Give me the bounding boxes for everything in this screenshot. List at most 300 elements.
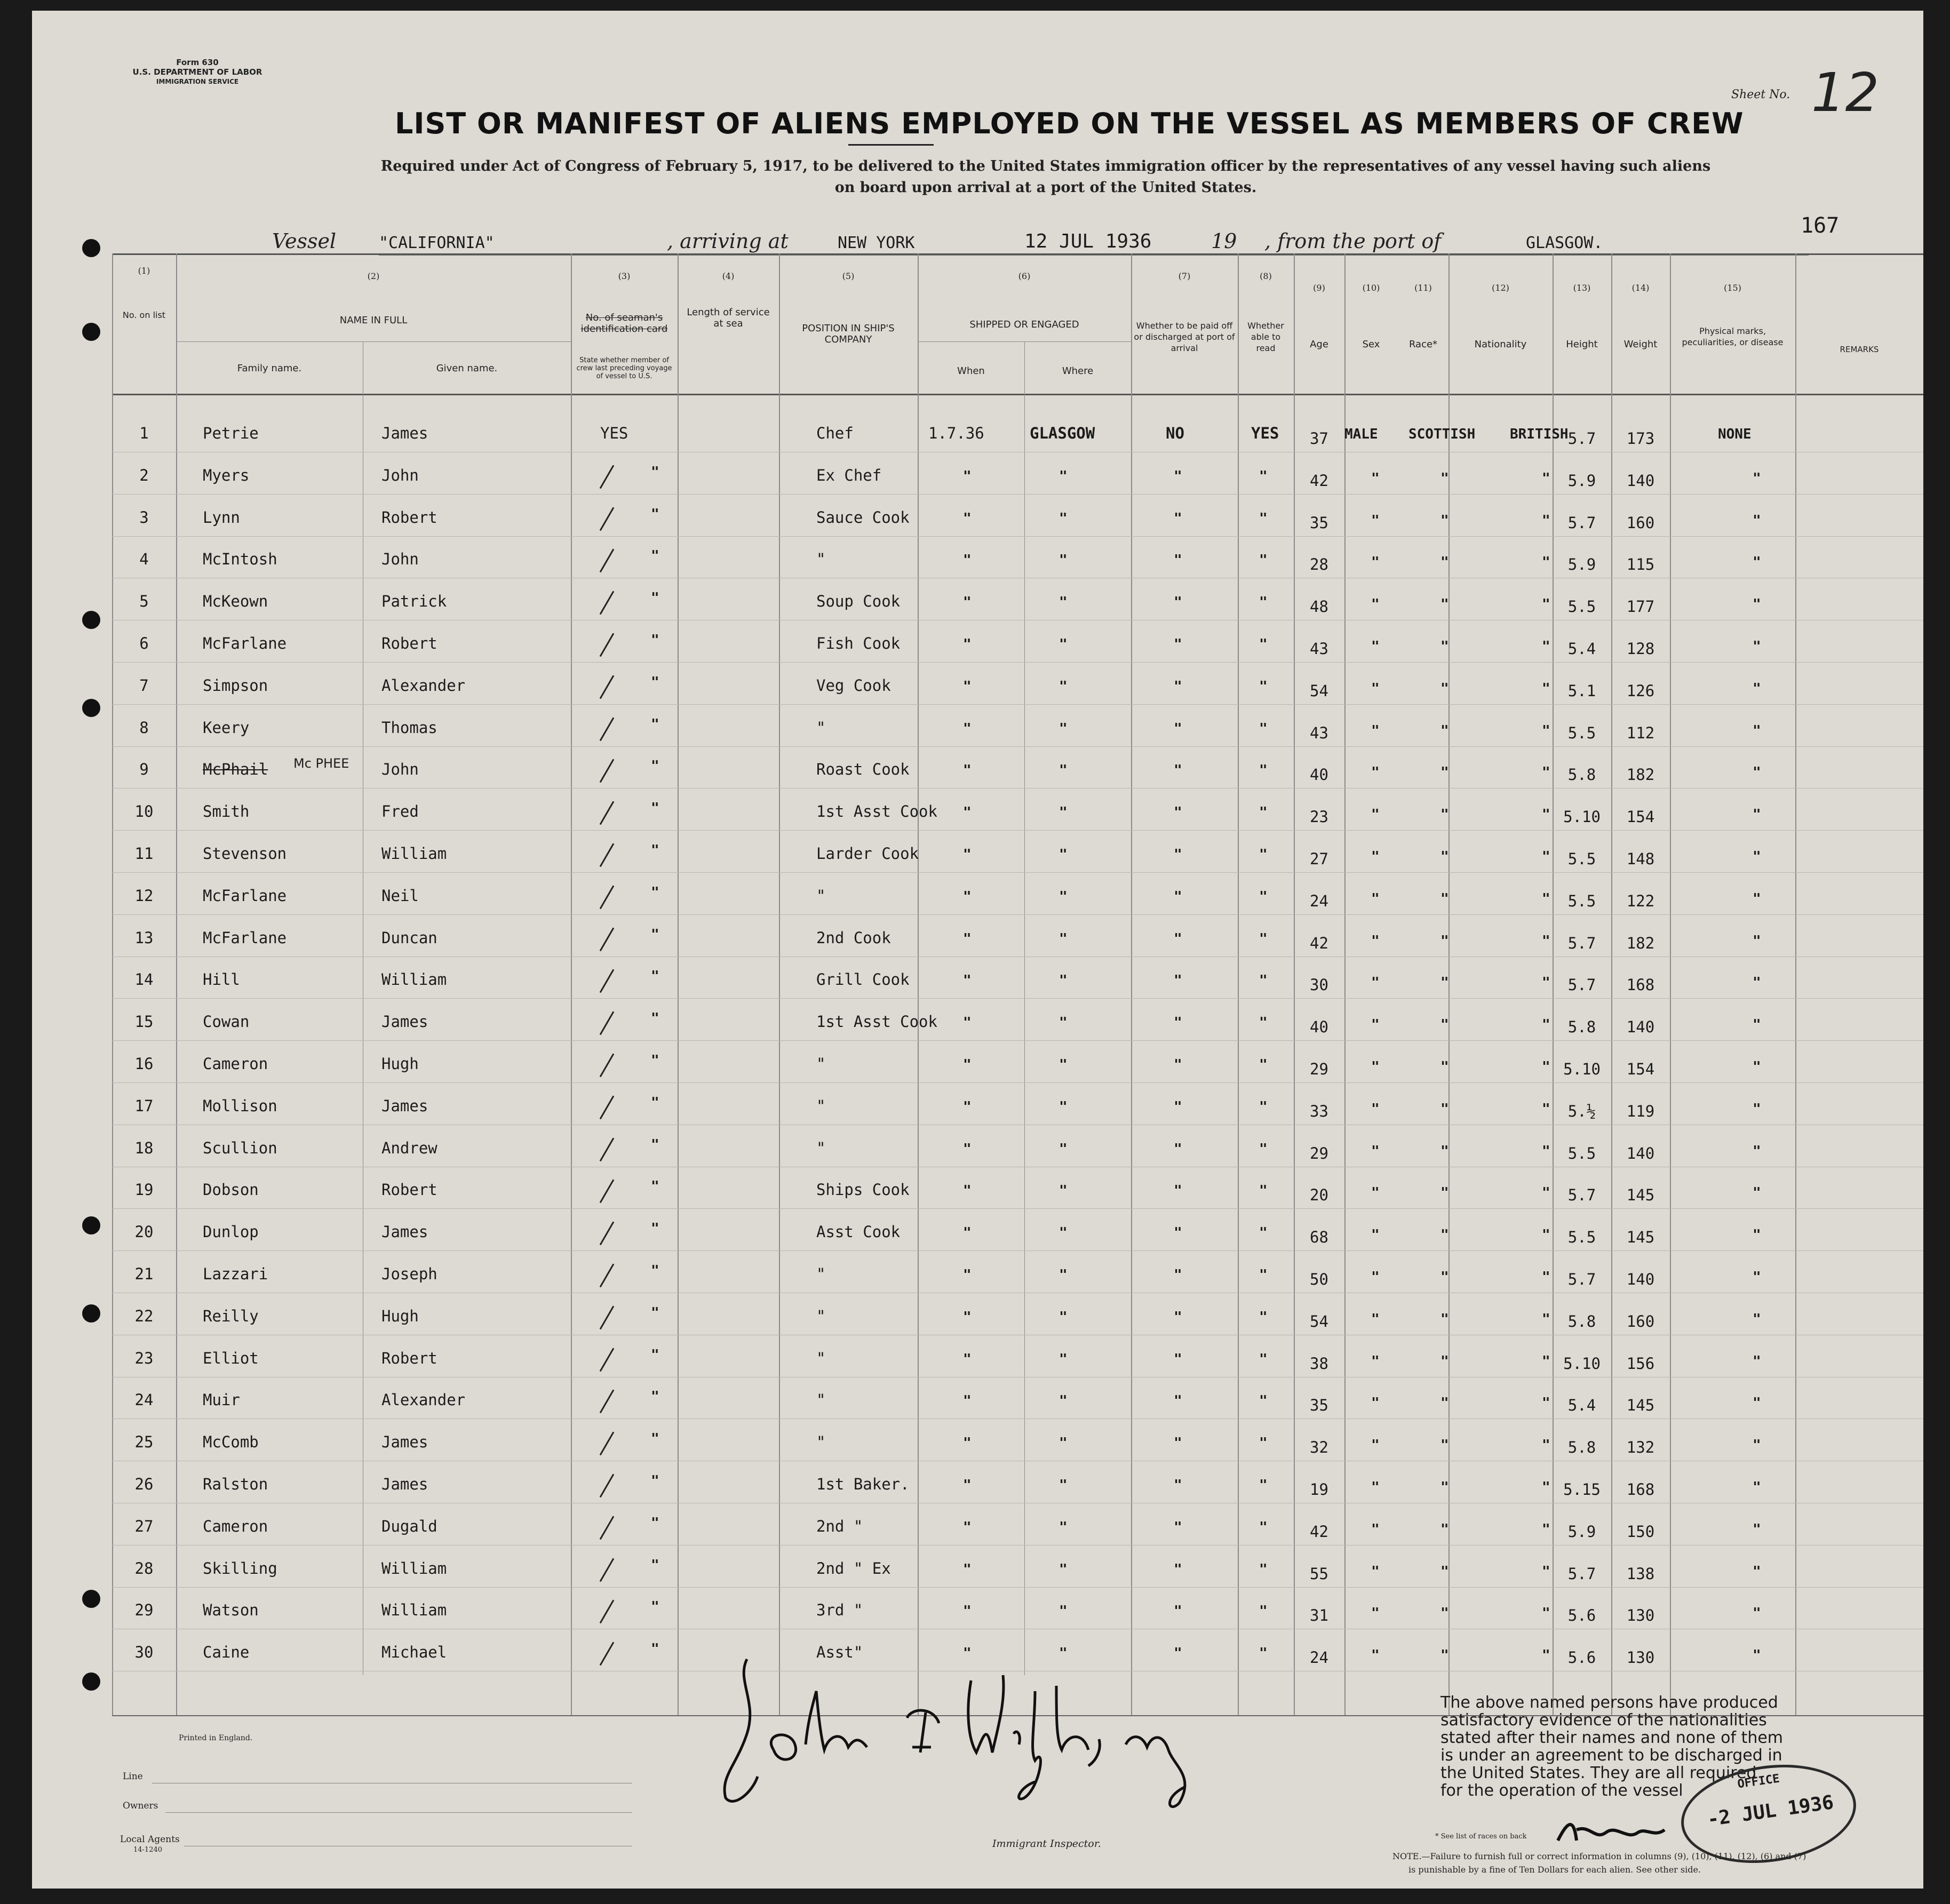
- name-subheader-rule: [176, 341, 571, 342]
- ditto-mark: ": [651, 1641, 659, 1658]
- fine-note-2: is punishable by a fine of Ten Dollars for each alien. See other side.: [1408, 1865, 1701, 1875]
- col-number: (6): [1018, 271, 1031, 281]
- row-number: 26: [134, 1475, 154, 1493]
- ditto-mark: ": [1259, 678, 1268, 695]
- header-remarks: REMARKS: [1840, 345, 1879, 354]
- check-mark: [600, 1263, 615, 1287]
- check-mark: [600, 1600, 615, 1624]
- weight: 138: [1626, 1564, 1655, 1583]
- ditto-mark: ": [1059, 510, 1068, 527]
- height: 5.7: [1567, 1270, 1596, 1288]
- ditto-mark: ": [1753, 849, 1761, 865]
- ditto-mark: ": [1440, 680, 1449, 697]
- ditto-mark: ": [1753, 1059, 1761, 1075]
- ditto-mark: ": [1371, 722, 1380, 739]
- ditto-mark: ": [1371, 1059, 1380, 1075]
- cert-line: for the operation of the vessel: [1440, 1781, 1683, 1800]
- ditto-mark: ": [651, 1515, 659, 1531]
- ditto-mark: ": [1059, 468, 1068, 484]
- age: 30: [1310, 976, 1328, 994]
- ditto-mark: ": [1059, 1267, 1068, 1283]
- age: 68: [1310, 1228, 1328, 1247]
- given-name: Alexander: [381, 1391, 466, 1409]
- weight: 140: [1626, 1018, 1655, 1037]
- ditto-mark: ": [1059, 1141, 1068, 1157]
- given-name: Robert: [381, 1181, 437, 1199]
- ditto-mark: ": [1371, 933, 1380, 949]
- ditto-mark: ": [1542, 1059, 1550, 1075]
- given-name: William: [381, 1559, 447, 1578]
- ditto-mark: ": [651, 1347, 659, 1363]
- age: 37: [1310, 429, 1328, 448]
- ditto-mark: ": [1440, 1311, 1449, 1327]
- given-name: John: [381, 760, 419, 779]
- row-rule: [112, 1587, 1923, 1588]
- position: ": [816, 1349, 826, 1367]
- ditto-mark: ": [1440, 1185, 1449, 1201]
- row-number: 13: [134, 928, 154, 947]
- ditto-mark: ": [1059, 930, 1068, 947]
- ditto-mark: ": [1542, 933, 1550, 949]
- ditto-mark: ": [1371, 1185, 1380, 1201]
- subtitle-line1: Required under Act of Congress of February 5, 1917, to be delivered to the United States immigration officer by the representatives of any vessel having such aliens: [380, 158, 1711, 174]
- row-number: 8: [139, 718, 149, 737]
- ditto-mark: ": [1542, 722, 1550, 739]
- family-name: Reilly: [203, 1306, 259, 1325]
- ditto-mark: ": [1174, 678, 1182, 695]
- family-name: Cameron: [203, 1517, 268, 1535]
- arrival-date: 12 JUL 1936: [1024, 230, 1152, 252]
- check-mark: [600, 1095, 615, 1119]
- check-mark: [600, 1473, 615, 1497]
- ditto-mark: ": [1542, 1143, 1550, 1159]
- ditto-mark: ": [1259, 1309, 1268, 1325]
- row-number: 29: [134, 1601, 154, 1620]
- ditto-mark: ": [1059, 1435, 1068, 1452]
- check-mark: [600, 1222, 615, 1246]
- col-divider: [1795, 253, 1796, 1715]
- header-age: Age: [1310, 339, 1328, 350]
- arriving-label: , arriving at: [667, 229, 789, 253]
- row-number: 1: [139, 424, 149, 442]
- nationality: BRITISH: [1510, 426, 1569, 442]
- ditto-mark: ": [1059, 1015, 1068, 1031]
- family-name: Elliot: [203, 1349, 259, 1367]
- ditto-mark: ": [1753, 1353, 1761, 1369]
- age: 35: [1310, 1396, 1328, 1415]
- given-name: Alexander: [381, 676, 466, 695]
- ditto-mark: ": [1259, 1561, 1268, 1578]
- ditto-mark: ": [1753, 554, 1761, 571]
- height: 5.8: [1567, 766, 1596, 784]
- seaman-card: YES: [600, 424, 628, 442]
- header-sex: Sex: [1362, 339, 1380, 350]
- weight: 128: [1626, 640, 1655, 658]
- check-mark: [600, 549, 615, 573]
- ditto-mark: ": [963, 973, 972, 989]
- cert-line: The above named persons have produced: [1440, 1693, 1778, 1712]
- row-rule: [112, 998, 1923, 999]
- age: 31: [1310, 1606, 1328, 1625]
- ditto-mark: ": [1059, 1645, 1068, 1662]
- ditto-mark: ": [1174, 1141, 1182, 1157]
- signature-graphic: [715, 1638, 1227, 1819]
- ditto-mark: ": [651, 632, 659, 648]
- ditto-mark: ": [1753, 1605, 1761, 1622]
- ditto-mark: ": [1259, 720, 1268, 737]
- age: 28: [1310, 555, 1328, 574]
- position: ": [816, 1055, 826, 1073]
- check-mark: [600, 1053, 615, 1077]
- check-mark: [600, 1137, 615, 1161]
- ditto-mark: ": [1440, 890, 1449, 907]
- weight: 148: [1626, 850, 1655, 868]
- family-name: Scullion: [203, 1138, 277, 1157]
- age: 40: [1310, 766, 1328, 784]
- given-name: James: [381, 1013, 428, 1031]
- ditto-mark: ": [1753, 470, 1761, 487]
- ditto-mark: ": [1440, 1437, 1449, 1454]
- ditto-mark: ": [1542, 1227, 1550, 1244]
- position: Soup Cook: [816, 592, 901, 611]
- col-divider: [779, 253, 780, 1715]
- ditto-mark: ": [1753, 890, 1761, 907]
- ditto-mark: ": [1174, 973, 1182, 989]
- age: 24: [1310, 1648, 1328, 1667]
- given-name: William: [381, 1601, 447, 1620]
- ditto-mark: ": [1542, 470, 1550, 487]
- ditto-mark: ": [1440, 1227, 1449, 1244]
- ditto-mark: ": [1174, 1351, 1182, 1367]
- position: Asst Cook: [816, 1223, 901, 1241]
- family-name: McFarlane: [203, 634, 287, 652]
- position: ": [816, 718, 826, 737]
- height: 5.10: [1563, 1354, 1601, 1373]
- row-number: 3: [139, 508, 149, 527]
- ditto-mark: ": [1174, 1435, 1182, 1452]
- service: IMMIGRATION SERVICE: [156, 78, 239, 85]
- given-name: John: [381, 550, 419, 569]
- ditto-mark: ": [1259, 1435, 1268, 1452]
- ditto-mark: ": [1059, 1225, 1068, 1241]
- height: 5.9: [1567, 471, 1596, 490]
- ditto-mark: ": [1371, 1395, 1380, 1412]
- ditto-mark: ": [1259, 1351, 1268, 1367]
- ditto-mark: ": [651, 800, 659, 817]
- row-rule: [112, 872, 1923, 873]
- height: 5.5: [1567, 850, 1596, 868]
- ditto-mark: ": [1059, 1393, 1068, 1409]
- weight: 182: [1626, 934, 1655, 952]
- ditto-mark: ": [651, 506, 659, 522]
- ditto-mark: ": [1259, 973, 1268, 989]
- ditto-mark: ": [651, 716, 659, 732]
- ditto-mark: ": [1059, 1057, 1068, 1073]
- row-number: 18: [134, 1138, 154, 1157]
- position: 1st Asst Cook: [816, 802, 937, 821]
- ditto-mark: ": [1542, 1395, 1550, 1412]
- ditto-mark: ": [963, 1519, 972, 1535]
- header-height: Height: [1566, 339, 1598, 350]
- binder-hole: [82, 239, 100, 257]
- height: 5.1: [1567, 681, 1596, 700]
- owners-rule: [165, 1812, 632, 1813]
- position: ": [816, 1138, 826, 1157]
- family-name: Petrie: [203, 424, 259, 442]
- ditto-mark: ": [651, 842, 659, 858]
- family-name: Dobson: [203, 1181, 259, 1199]
- ditto-mark: ": [651, 1053, 659, 1069]
- row-number: 6: [139, 634, 149, 652]
- position: ": [816, 1096, 826, 1115]
- row-number: 25: [134, 1433, 154, 1452]
- position: ": [816, 1306, 826, 1325]
- check-mark: [600, 1011, 615, 1035]
- given-name: Joseph: [381, 1265, 437, 1283]
- age: 32: [1310, 1438, 1328, 1457]
- master-signature-graphic: [1553, 1809, 1681, 1857]
- family-name: Hill: [203, 970, 240, 989]
- arriving-port: NEW YORK: [838, 234, 915, 252]
- ditto-mark: ": [1371, 1227, 1380, 1244]
- ditto-mark: ": [1542, 807, 1550, 823]
- row-number: 24: [134, 1391, 154, 1409]
- ditto-mark: ": [651, 1304, 659, 1321]
- ditto-mark: ": [1542, 1017, 1550, 1033]
- ditto-mark: ": [963, 1603, 972, 1620]
- ditto-mark: ": [1059, 1351, 1068, 1367]
- ditto-mark: ": [1259, 804, 1268, 821]
- header-nationality: Nationality: [1474, 339, 1527, 350]
- weight: 145: [1626, 1186, 1655, 1205]
- family-name: Smith: [203, 802, 250, 821]
- col-number: (15): [1724, 283, 1741, 293]
- ditto-mark: ": [1371, 1101, 1380, 1117]
- check-mark: [600, 633, 615, 657]
- ditto-mark: ": [1753, 975, 1761, 991]
- ditto-mark: ": [1542, 975, 1550, 991]
- age: 29: [1310, 1144, 1328, 1162]
- weight: 182: [1626, 766, 1655, 784]
- row-number: 12: [134, 886, 154, 905]
- weight: 145: [1626, 1228, 1655, 1247]
- given-name: James: [381, 1096, 428, 1115]
- check-mark: [600, 843, 615, 867]
- col-number: (10): [1362, 283, 1380, 293]
- physical-marks: NONE: [1718, 426, 1752, 442]
- ditto-mark: ": [1174, 468, 1182, 484]
- sheet-number: 12: [1811, 61, 1880, 124]
- col-divider: [1238, 253, 1239, 1715]
- col-number: (9): [1313, 283, 1325, 293]
- ditto-mark: ": [1059, 973, 1068, 989]
- header-no-on-list: No. on list: [122, 310, 166, 320]
- age: 35: [1310, 513, 1328, 532]
- ditto-mark: ": [1753, 1269, 1761, 1285]
- height: 5.15: [1563, 1480, 1601, 1499]
- position: 2nd " Ex: [816, 1559, 891, 1578]
- ditto-mark: ": [963, 468, 972, 484]
- age: 54: [1310, 681, 1328, 700]
- row-number: 28: [134, 1559, 154, 1578]
- family-name: McPhail: [203, 760, 268, 779]
- ditto-mark: ": [1440, 1017, 1449, 1033]
- ditto-mark: ": [1371, 512, 1380, 529]
- ditto-mark: ": [651, 926, 659, 943]
- given-name: Robert: [381, 508, 437, 527]
- given-name: Dugald: [381, 1517, 437, 1535]
- ditto-mark: ": [963, 636, 972, 652]
- ditto-mark: ": [1059, 1183, 1068, 1199]
- position: 2nd Cook: [816, 928, 891, 947]
- check-mark: [600, 591, 615, 615]
- position: 2nd ": [816, 1517, 863, 1535]
- paid-off: NO: [1166, 424, 1184, 442]
- position: Roast Cook: [816, 760, 910, 779]
- owners-label: Owners: [123, 1801, 158, 1811]
- family-name: Cameron: [203, 1055, 268, 1073]
- ditto-mark: ": [1059, 1477, 1068, 1493]
- family-name: Myers: [203, 466, 250, 484]
- ditto-mark: ": [1542, 1563, 1550, 1580]
- ditto-mark: ": [963, 1057, 972, 1073]
- ditto-mark: ": [1542, 1479, 1550, 1495]
- line-label: Line: [123, 1771, 143, 1782]
- ditto-mark: ": [1259, 636, 1268, 652]
- header-physical: Physical marks, peculiarities, or disease: [1682, 326, 1784, 347]
- printed-note: Printed in England.: [179, 1734, 253, 1742]
- ditto-mark: ": [651, 1178, 659, 1195]
- family-name: McFarlane: [203, 928, 287, 947]
- check-mark: [600, 465, 615, 489]
- row-number: 16: [134, 1055, 154, 1073]
- ditto-mark: ": [651, 464, 659, 480]
- ditto-mark: ": [1371, 1479, 1380, 1495]
- ditto-mark: ": [1259, 1477, 1268, 1493]
- ditto-mark: ": [1753, 1101, 1761, 1117]
- ditto-mark: ": [1174, 1603, 1182, 1620]
- binder-hole: [82, 1216, 100, 1234]
- position: Grill Cook: [816, 970, 910, 989]
- col-number: (8): [1260, 271, 1272, 281]
- ditto-mark: ": [1174, 1015, 1182, 1031]
- ditto-mark: ": [963, 1267, 972, 1283]
- ditto-mark: ": [963, 762, 972, 779]
- ditto-mark: ": [1259, 1603, 1268, 1620]
- position: ": [816, 886, 826, 905]
- ditto-mark: ": [1440, 1101, 1449, 1117]
- ditto-mark: ": [1059, 804, 1068, 821]
- shipped-where: GLASGOW: [1030, 424, 1095, 442]
- ditto-mark: ": [1440, 1269, 1449, 1285]
- ditto-mark: ": [651, 674, 659, 690]
- age: 33: [1310, 1102, 1328, 1120]
- ditto-mark: ": [1059, 762, 1068, 779]
- ditto-mark: ": [651, 1010, 659, 1027]
- col-number: (11): [1414, 283, 1432, 293]
- height: 5.5: [1567, 1228, 1596, 1247]
- ditto-mark: ": [1174, 1098, 1182, 1115]
- check-mark: [600, 507, 615, 531]
- check-mark: [600, 675, 615, 699]
- given-name: Michael: [381, 1643, 447, 1662]
- given-name: Thomas: [381, 718, 437, 737]
- row-number: 21: [134, 1265, 154, 1283]
- ditto-mark: ": [1371, 975, 1380, 991]
- vessel-name: "CALIFORNIA": [379, 234, 495, 252]
- row-number: 11: [134, 845, 154, 863]
- height: 5.6: [1567, 1606, 1596, 1625]
- age: 42: [1310, 471, 1328, 490]
- binder-hole: [82, 1590, 100, 1608]
- name-correction: Mc PHEE: [293, 756, 349, 771]
- ditto-mark: ": [1542, 596, 1550, 613]
- check-mark: [600, 927, 615, 951]
- ditto-mark: ": [651, 1389, 659, 1405]
- ditto-mark: ": [1259, 888, 1268, 905]
- position: ": [816, 550, 826, 569]
- ditto-mark: ": [651, 1263, 659, 1279]
- fine-note: NOTE.—Failure to furnish full or correct information in columns (9), (10), (11), (12), (6) and (7): [1392, 1851, 1806, 1861]
- ditto-mark: ": [963, 1477, 972, 1493]
- given-name: James: [381, 1223, 428, 1241]
- header-family-name: Family name.: [237, 363, 302, 374]
- height: 5.5: [1567, 723, 1596, 742]
- ditto-mark: ": [1371, 1605, 1380, 1622]
- ditto-mark: ": [1542, 1269, 1550, 1285]
- ditto-mark: ": [1753, 1227, 1761, 1244]
- ditto-mark: ": [1259, 1225, 1268, 1241]
- page-number: 167: [1801, 213, 1840, 238]
- family-name: McKeown: [203, 592, 268, 611]
- manifest-sheet: [32, 11, 1923, 1889]
- ditto-mark: ": [1371, 1017, 1380, 1033]
- ditto-mark: ": [651, 1221, 659, 1237]
- stamp-office: OFFICE: [1737, 1772, 1781, 1791]
- ditto-mark: ": [1440, 975, 1449, 991]
- ditto-mark: ": [1440, 470, 1449, 487]
- check-mark: [600, 717, 615, 741]
- position: 3rd ": [816, 1601, 863, 1620]
- sex: MALE: [1344, 426, 1378, 442]
- ditto-mark: ": [1371, 1269, 1380, 1285]
- ditto-mark: ": [1542, 1437, 1550, 1454]
- col-number: (2): [367, 271, 380, 281]
- ditto-mark: ": [1259, 1141, 1268, 1157]
- height: 5.5: [1567, 1144, 1596, 1162]
- ditto-mark: ": [963, 847, 972, 863]
- ditto-mark: ": [1440, 596, 1449, 613]
- col-number: (12): [1492, 283, 1509, 293]
- col-divider: [1131, 253, 1132, 1715]
- age: 27: [1310, 850, 1328, 868]
- ditto-mark: ": [1440, 1647, 1449, 1664]
- ditto-mark: ": [1542, 680, 1550, 697]
- row-number: 15: [134, 1013, 154, 1031]
- ditto-mark: ": [1174, 804, 1182, 821]
- ditto-mark: ": [1371, 680, 1380, 697]
- ditto-mark: ": [963, 1015, 972, 1031]
- ditto-mark: ": [1753, 1437, 1761, 1454]
- given-name: Patrick: [381, 592, 447, 611]
- ditto-mark: ": [1440, 807, 1449, 823]
- col-number: (3): [618, 271, 631, 281]
- ditto-mark: ": [1542, 639, 1550, 655]
- ditto-mark: ": [1059, 888, 1068, 905]
- ditto-mark: ": [651, 1557, 659, 1573]
- given-name: William: [381, 845, 447, 863]
- ditto-mark: ": [1174, 1225, 1182, 1241]
